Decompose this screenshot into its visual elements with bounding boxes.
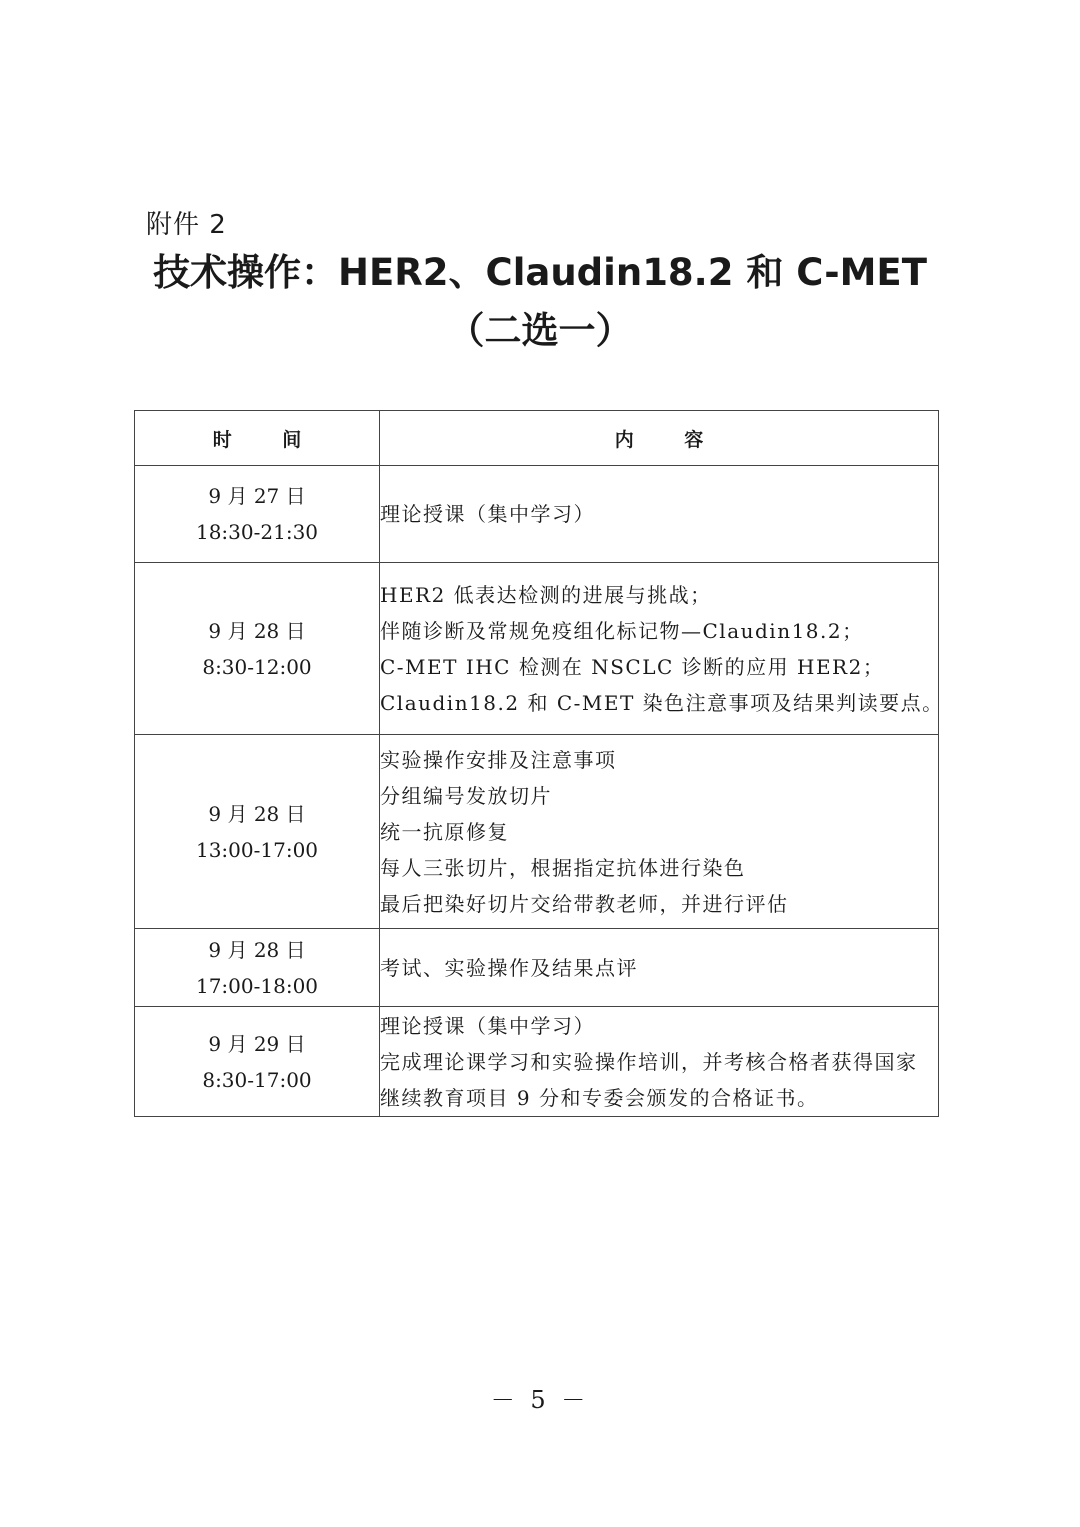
row-date: 9 月 28 日 [208,618,306,643]
content-cell [380,735,939,929]
content-line: 最后把染好切片交给带教老师，并进行评估 [380,891,789,916]
row-time: 17:00-18:00 [195,973,319,998]
time-cell [135,466,380,563]
content-line: 完成理论课学习和实验操作培训，并考核合格者获得国家继续教育项目 9 分和专委会颁发的合格证书。 [380,1049,918,1110]
content-line: 实验操作安排及注意事项 [380,747,617,772]
content-line: 统一抗原修复 [380,819,509,844]
page-number: － 5 － [490,1386,590,1414]
time-cell [135,929,380,1007]
header-content: 内 容 [380,411,939,466]
row-date: 9 月 29 日 [208,1031,306,1056]
content-cell [380,1007,939,1117]
row-date: 9 月 28 日 [208,801,306,826]
table-row [135,929,939,1007]
content-line: 考试、实验操作及结果点评 [380,955,638,980]
document-title: 技术操作：HER2、Claudin18.2 和 C-MET [153,251,927,294]
content-line: Claudin18.2 和 C-MET 染色注意事项及结果判读要点。 [380,690,944,715]
table-row [135,466,939,563]
row-time: 8:30-12:00 [202,654,312,679]
document-subtitle: （二选一） [447,309,633,352]
content-cell [380,466,939,563]
content-line: 伴随诊断及常规免疫组化标记物—Claudin18.2； [380,618,864,643]
content-line: 理论授课（集中学习） [380,1013,595,1038]
schedule-table [134,410,944,1117]
table-row [135,563,939,735]
table-header-row [135,411,939,466]
content-line: HER2 低表达检测的进展与挑战； [380,582,712,607]
content-line: 分组编号发放切片 [380,783,552,808]
time-cell [135,563,380,735]
header-time: 时 间 [135,411,380,466]
row-date: 9 月 28 日 [208,937,306,962]
table-row [135,1007,939,1117]
row-time: 13:00-17:00 [195,837,319,862]
content-cell [380,563,944,735]
content-line: C-MET IHC 检测在 NSCLC 诊断的应用 HER2； [380,654,885,679]
table-row [135,735,939,929]
content-cell [380,929,939,1007]
time-cell [135,1007,380,1117]
row-date: 9 月 27 日 [208,484,306,508]
content-line: 每人三张切片，根据指定抗体进行染色 [380,855,746,880]
row-time: 18:30-21:30 [195,520,319,544]
time-cell [135,735,380,929]
row-time: 8:30-17:00 [202,1067,312,1092]
content-line: 理论授课（集中学习） [380,502,595,526]
attachment-label: 附件 2 [146,210,227,240]
